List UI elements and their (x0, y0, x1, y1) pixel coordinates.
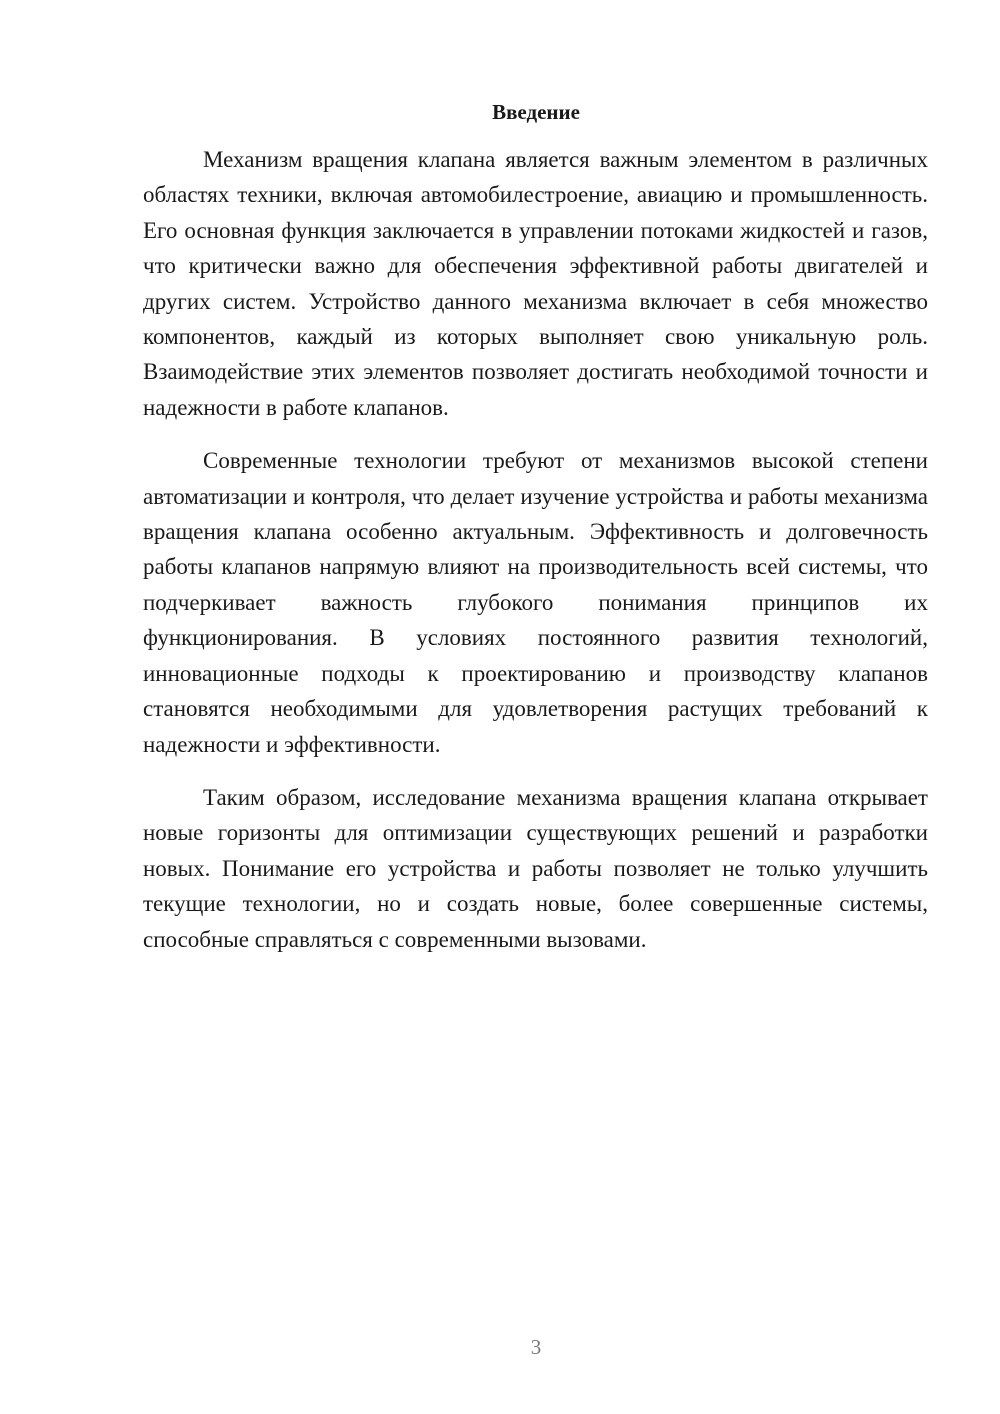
body-text (143, 142, 928, 975)
paragraph-3: Таким образом, исследование механизма вращения клапана открывает новые горизонты для оптимизации существующих решений и разработки новых. Понимание его устройства и работы позволяет не только улучшить текущие технологии, но и создать новые, более совершенные системы, способные справляться с современными вызовами. (143, 784, 928, 952)
page-number: 3 (530, 1335, 542, 1359)
paragraph-1: Механизм вращения клапана является важным элементом в различных областях техники, включая автомобилестроение, авиацию и промышленность. Его основная функция заключается в управлении потоками жидкостей и газов, что критически важно для обеспечения эффективной работы двигателей и других систем. Устройство данного механизма включает в себя множество компонентов, каждый из которых выполняет свою уникальную роль. Взаимодействие этих элементов позволяет достигать необходимой точности и надежности в работе клапанов. (143, 147, 928, 420)
section-title: Введение (492, 100, 580, 124)
paragraph-2: Современные технологии требуют от механизмов высокой степени автоматизации и контроля, что делает изучение устройства и работы механизма вращения клапана особенно актуальным. Эффективность и долговечность работы клапанов напрямую влияют на производительность всей системы, что подчеркивает важность глубокого понимания принципов их функционирования. В условиях постоянного развития технологий, инновационные подходы к проектированию и производству клапанов становятся необходимыми для удовлетворения растущих требований к надежности и эффективности. (143, 448, 928, 757)
